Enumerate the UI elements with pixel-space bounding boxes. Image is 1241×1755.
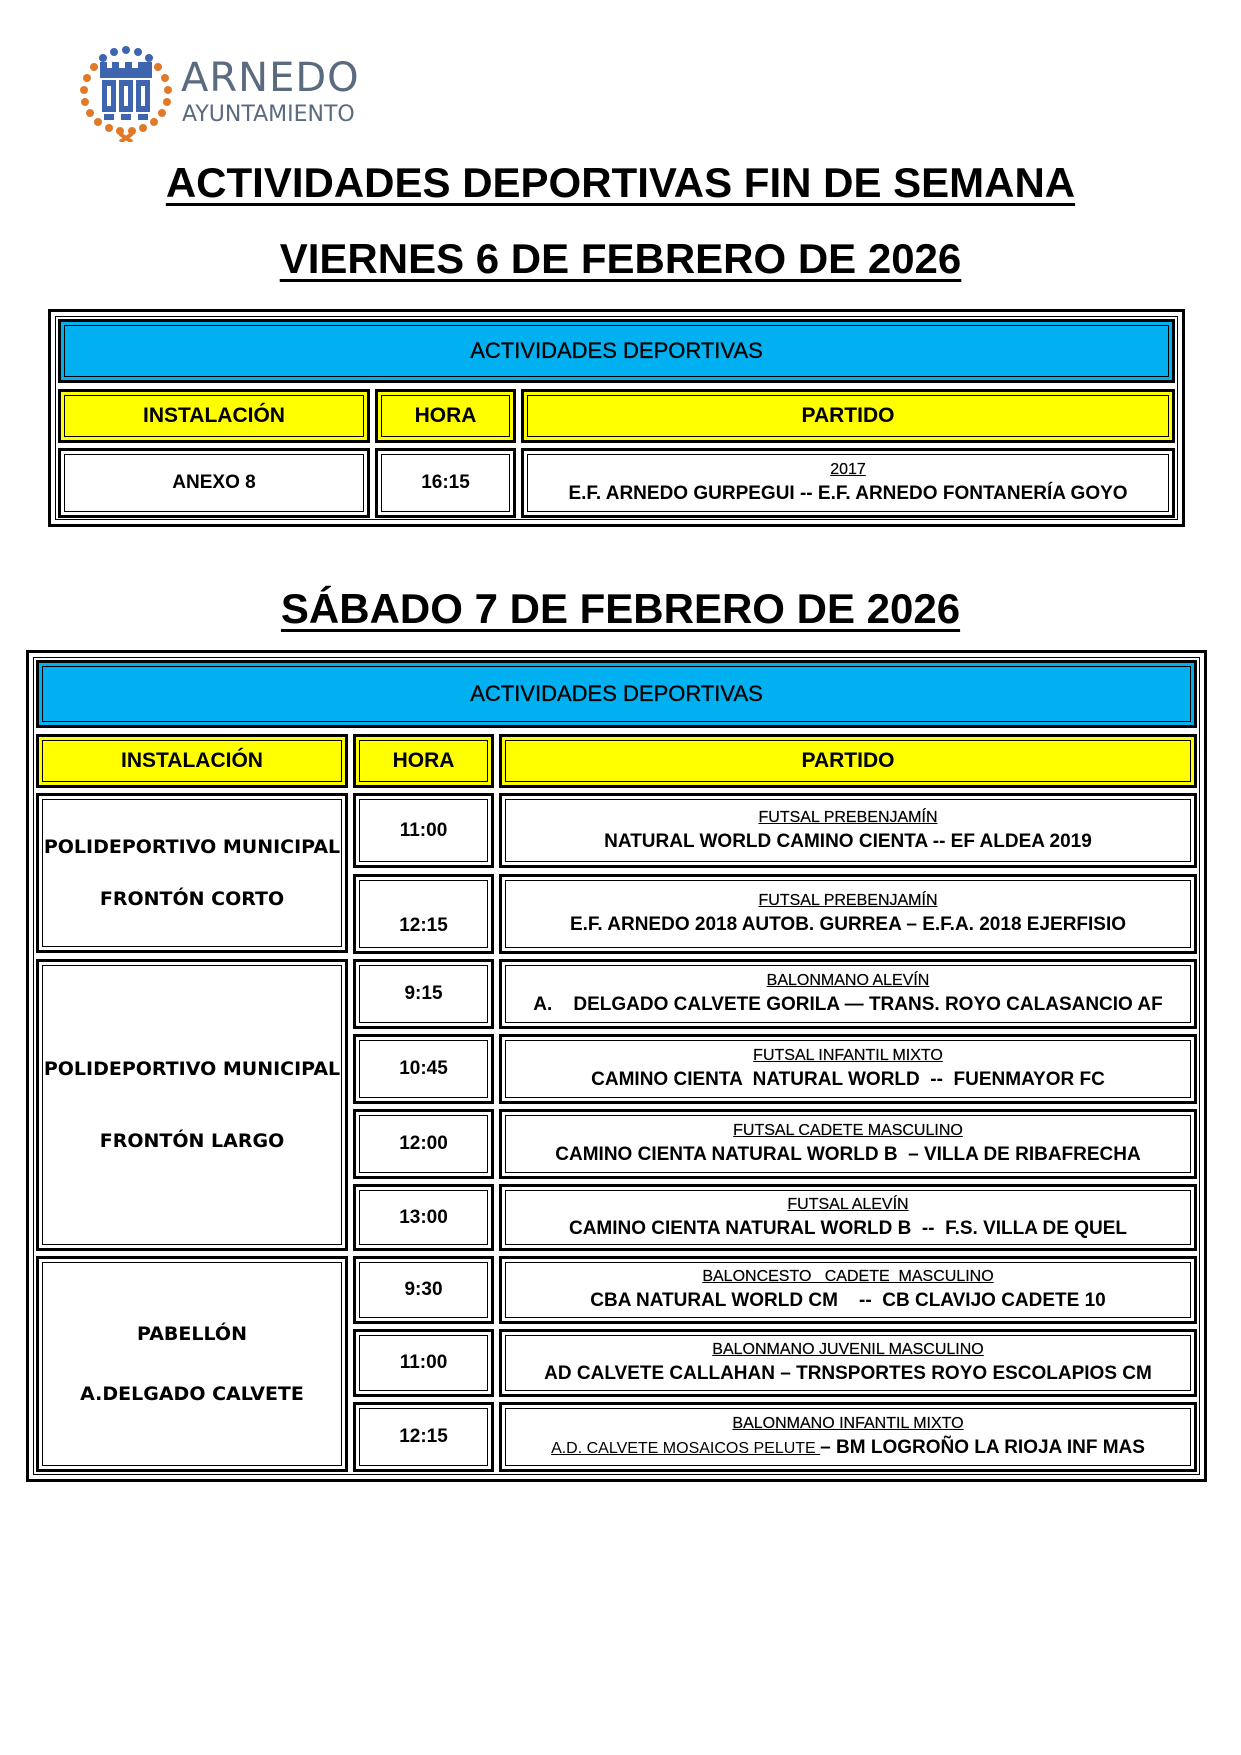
venue-line2: A.DELGADO CALVETE bbox=[80, 1383, 304, 1405]
venue-frontón-corto bbox=[36, 793, 348, 953]
match-category: BALONCESTO CADETE MASCULINO bbox=[702, 1268, 994, 1285]
logo-subtitle: AYUNTAMIENTO bbox=[182, 102, 355, 127]
venue-line1: PABELLÓN bbox=[137, 1323, 247, 1345]
match-teams: CAMINO CIENTA NATURAL WORLD B -- F.S. VILLA DE QUEL bbox=[568, 1217, 1127, 1239]
match-teams: A. DELGADO CALVETE GORILA — TRANS. ROYO CALASANCIO AF bbox=[533, 994, 1163, 1015]
time-cell: 9:15 bbox=[353, 959, 494, 1029]
venue-line2: FRONTÓN LARGO bbox=[99, 1130, 285, 1152]
match-category: FUTSAL PREBENJAMÍN bbox=[758, 892, 938, 909]
match-home-team: A.D. CALVETE MOSAICOS PELUTE bbox=[551, 1440, 821, 1457]
time-cell: 12:00 bbox=[353, 1109, 494, 1179]
friday-time-cell: 16:15 bbox=[375, 448, 516, 518]
saturday-heading: SÁBADO 7 DE FEBRERO DE 2026 bbox=[280, 585, 961, 632]
venue-frontón-largo bbox=[36, 959, 348, 1251]
match-category: 2017 bbox=[830, 461, 866, 478]
saturday-header-time: HORA bbox=[353, 734, 494, 788]
saturday-header-match: PARTIDO bbox=[499, 734, 1197, 788]
match-cell bbox=[499, 793, 1197, 868]
logo-name: ARNEDO bbox=[181, 55, 360, 101]
time-cell: 12:15 bbox=[353, 1402, 494, 1472]
match-category: FUTSAL CADETE MASCULINO bbox=[733, 1122, 963, 1139]
venue-line1: POLIDEPORTIVO MUNICIPAL bbox=[43, 1058, 341, 1080]
match-category: FUTSAL INFANTIL MIXTO bbox=[753, 1047, 943, 1064]
match-category: BALONMANO ALEVÍN bbox=[766, 972, 930, 989]
friday-banner: ACTIVIDADES DEPORTIVAS bbox=[58, 319, 1175, 383]
friday-header-venue: INSTALACIÓN bbox=[58, 389, 370, 443]
saturday-header-venue: INSTALACIÓN bbox=[36, 734, 348, 788]
match-cell bbox=[499, 959, 1197, 1029]
match-category: BALONMANO JUVENIL MASCULINO bbox=[712, 1341, 984, 1358]
match-teams: AD CALVETE CALLAHAN – TRNSPORTES ROYO ESCOLAPIOS CM bbox=[544, 1363, 1152, 1384]
match-category: BALONMANO INFANTIL MIXTO bbox=[732, 1415, 964, 1432]
friday-heading: VIERNES 6 DE FEBRERO DE 2026 bbox=[279, 235, 962, 282]
match-teams: NATURAL WORLD CAMINO CIENTA -- EF ALDEA 2019 bbox=[604, 830, 1092, 852]
match-teams: CAMINO CIENTA NATURAL WORLD B – VILLA DE RIBAFRECHA bbox=[555, 1144, 1141, 1165]
saturday-banner: ACTIVIDADES DEPORTIVAS bbox=[36, 660, 1197, 728]
castle-emblem-icon bbox=[76, 46, 176, 142]
venue-line2: FRONTÓN CORTO bbox=[99, 888, 285, 910]
match-cell bbox=[499, 1034, 1197, 1104]
friday-match-cell bbox=[521, 448, 1175, 518]
time-cell: 12:15 bbox=[353, 874, 494, 954]
match-cell bbox=[499, 1184, 1197, 1251]
time-cell: 11:00 bbox=[353, 1329, 494, 1397]
match-teams: CAMINO CIENTA NATURAL WORLD -- FUENMAYOR FC bbox=[591, 1069, 1105, 1090]
match-teams: E.F. ARNEDO 2018 AUTOB. GURREA – E.F.A. 2018 EJERFISIO bbox=[569, 914, 1127, 935]
page-title: ACTIVIDADES DEPORTIVAS FIN DE SEMANA bbox=[165, 159, 1076, 206]
match-category: FUTSAL ALEVÍN bbox=[787, 1195, 909, 1213]
match-category: FUTSAL PREBENJAMÍN bbox=[758, 808, 938, 826]
arnedo-logo bbox=[76, 46, 360, 142]
match-cell bbox=[499, 874, 1197, 954]
venue-line1: POLIDEPORTIVO MUNICIPAL bbox=[43, 836, 341, 858]
match-cell bbox=[499, 1256, 1197, 1324]
match-teams: E.F. ARNEDO GURPEGUI -- E.F. ARNEDO FONTANERÍA GOYO bbox=[568, 483, 1128, 504]
time-cell: 13:00 bbox=[353, 1184, 494, 1251]
time-cell: 9:30 bbox=[353, 1256, 494, 1324]
match-teams: CBA NATURAL WORLD CM -- CB CLAVIJO CADETE 10 bbox=[590, 1290, 1106, 1311]
match-cell bbox=[499, 1402, 1197, 1472]
time-cell: 11:00 bbox=[353, 793, 494, 868]
time-cell: 10:45 bbox=[353, 1034, 494, 1104]
friday-venue-cell: ANEXO 8 bbox=[58, 448, 370, 518]
friday-header-time: HORA bbox=[375, 389, 516, 443]
match-cell bbox=[499, 1329, 1197, 1397]
venue-pabellon bbox=[36, 1256, 348, 1472]
match-teams bbox=[551, 1437, 1145, 1459]
match-rest: – BM LOGROÑO LA RIOJA INF MAS bbox=[820, 1437, 1145, 1458]
friday-header-match: PARTIDO bbox=[521, 389, 1175, 443]
match-cell bbox=[499, 1109, 1197, 1179]
